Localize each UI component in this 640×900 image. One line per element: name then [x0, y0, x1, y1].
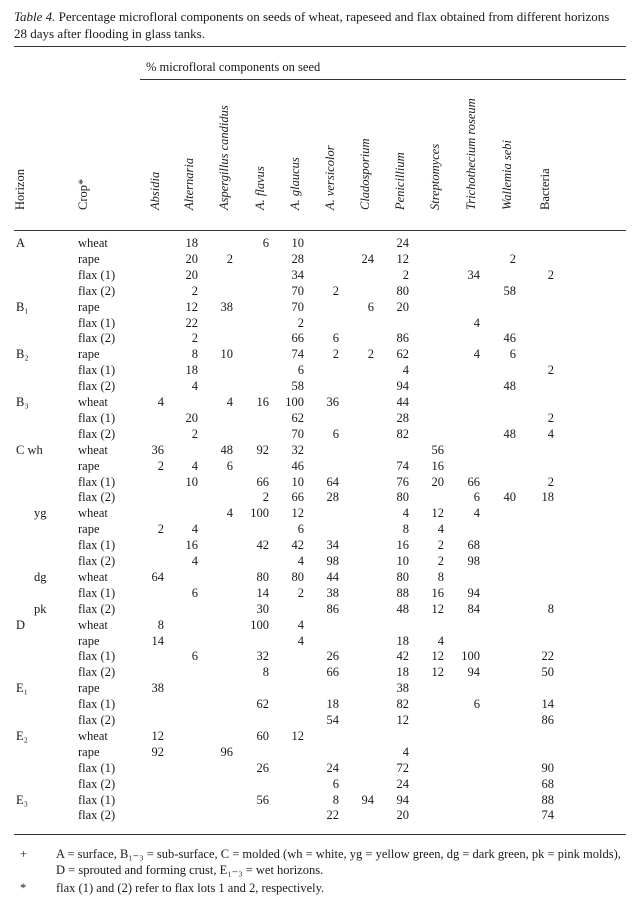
table-cell-penic: 24 [396, 776, 409, 791]
col-header-alternaria: Alternaria [182, 157, 196, 210]
row-crop: wheat [78, 569, 108, 584]
col-header-horizon: Horizon [13, 169, 27, 210]
table-cell-wall: 48 [503, 426, 516, 441]
row-crop: flax (1) [78, 792, 116, 807]
table-cell-asp: 10 [220, 347, 233, 362]
group-header-rule [140, 79, 626, 80]
table-cell-pglaucus: 70 [291, 426, 304, 441]
table-cell-penic: 44 [396, 395, 409, 409]
row-crop: rape [78, 633, 100, 648]
table-cell-wall: 48 [503, 379, 516, 394]
row-crop: rape [78, 251, 100, 266]
table-cell-clado: 24 [361, 251, 374, 266]
table-cell-bact: 8 [547, 601, 554, 616]
row-crop: flax (1) [78, 474, 116, 489]
table-cell-alternaria: 22 [185, 315, 198, 330]
row-crop: rape [78, 744, 100, 759]
table-cell-clado: 94 [361, 792, 374, 807]
table-cell-pglaucus: 6 [297, 363, 304, 378]
table-cell-penic: 88 [396, 585, 409, 600]
table-cell-penic: 8 [402, 522, 409, 537]
table-cell-pglaucus: 4 [297, 554, 304, 568]
row-crop: rape [78, 681, 100, 696]
table-cell-penic: 80 [396, 283, 409, 298]
row-crop: flax (1) [78, 363, 116, 378]
table-cell-penic: 16 [396, 538, 409, 553]
table-cell-penic: 72 [396, 760, 409, 775]
row-crop: flax (2) [78, 713, 116, 727]
table-cell-bact: 68 [541, 776, 554, 791]
table-cell-aflavus: 6 [262, 236, 269, 250]
table-cell-absidia: 36 [151, 442, 164, 457]
table-cell-tricho: 4 [473, 315, 480, 330]
col-header-absidia: Absidia [148, 171, 162, 210]
table-cell-wall: 6 [509, 347, 516, 362]
table-cell-penic: 48 [396, 601, 409, 616]
table-cell-penic: 2 [402, 267, 409, 282]
footnote-mark: + [20, 847, 28, 861]
row-crop: wheat [78, 236, 108, 250]
row-crop: flax (2) [78, 601, 116, 616]
table-cell-pglaucus: 74 [291, 347, 304, 362]
table-cell-bact: 88 [541, 792, 554, 807]
table-cell-aflavus: 80 [256, 569, 269, 584]
row-crop: wheat [78, 506, 108, 521]
table-caption-text: Percentage microfloral components on seeds of wheat, rapeseed and flax obtained from different horizons 28 days after flooding in glass tanks. [14, 9, 610, 41]
table-cell-pglaucus: 10 [291, 474, 304, 489]
table-cell-strep: 12 [431, 601, 444, 616]
col-header-bact: Bacteria [538, 168, 552, 210]
table-cell-alternaria: 4 [191, 379, 198, 394]
table-cell-alternaria: 18 [185, 363, 198, 378]
table-cell-aversi: 6 [332, 426, 339, 441]
table-cell-penic: 18 [396, 665, 409, 680]
row-crop: flax (2) [78, 283, 116, 298]
table-cell-penic: 4 [402, 506, 409, 521]
table-cell-bact: 4 [547, 426, 554, 441]
table-cell-aflavus: 100 [250, 506, 269, 521]
table-cell-bact: 2 [547, 363, 554, 378]
table-cell-aflavus: 42 [256, 538, 269, 553]
row-crop: flax (2) [78, 426, 116, 441]
table-cell-absidia: 64 [151, 569, 164, 584]
table-cell-tricho: 6 [473, 697, 480, 712]
table-cell-penic: 74 [396, 458, 409, 473]
table-cell-bact: 2 [547, 410, 554, 425]
table-cell-tricho: 4 [473, 347, 480, 362]
row-horizon: E₃ [16, 792, 28, 807]
table-cell-alternaria: 4 [191, 522, 198, 537]
table-cell-pglaucus: 2 [297, 585, 304, 600]
col-header-asp: Aspergillus candidus [217, 105, 231, 210]
row-horizon: D [16, 617, 26, 632]
col-header-aversi: A. versicolor [323, 145, 337, 210]
table-cell-wall: 58 [503, 283, 516, 298]
table-cell-aversi: 98 [326, 554, 339, 568]
table-cell-alternaria: 12 [185, 299, 198, 314]
table-cell-aversi: 18 [326, 697, 339, 712]
table-cell-bact: 86 [541, 713, 554, 727]
table-cell-pglaucus: 58 [291, 379, 304, 394]
table-cell-pglaucus: 32 [291, 442, 304, 457]
header-bottom-rule [14, 230, 626, 231]
table-cell-penic: 10 [396, 554, 409, 568]
table-cell-strep: 12 [431, 665, 444, 680]
table-cell-absidia: 4 [157, 395, 164, 409]
col-header-tricho: Trichothecium roseum [464, 98, 478, 210]
group-header: % microfloral components on seed [146, 60, 321, 74]
table-cell-penic: 4 [402, 744, 409, 759]
table-cell-penic: 62 [396, 347, 409, 362]
table-cell-bact: 18 [541, 490, 554, 505]
table-bottom-rule [14, 834, 626, 835]
table-cell-clado: 6 [367, 299, 374, 314]
table-cell-aflavus: 32 [256, 649, 269, 664]
table-cell-asp: 6 [226, 458, 233, 473]
table-caption [14, 8, 614, 42]
table-cell-tricho: 94 [467, 665, 480, 680]
table-cell-aversi: 8 [332, 792, 339, 807]
table-cell-aflavus: 62 [256, 697, 269, 712]
table-cell-penic: 94 [396, 379, 409, 394]
table-cell-asp: 4 [226, 506, 233, 521]
table-cell-pglaucus: 80 [291, 569, 304, 584]
table-cell-aflavus: 8 [262, 665, 269, 680]
table-cell-penic: 28 [396, 410, 409, 425]
table-cell-bact: 74 [541, 808, 554, 823]
table-cell-aversi: 54 [326, 713, 339, 727]
table-cell-alternaria: 20 [185, 267, 198, 282]
table-cell-clado: 2 [367, 347, 374, 362]
row-crop: flax (2) [78, 808, 116, 823]
table-cell-aversi: 2 [332, 283, 339, 298]
table-cell-aflavus: 14 [256, 585, 269, 600]
row-crop: rape [78, 299, 100, 314]
row-crop: flax (1) [78, 410, 116, 425]
table-cell-alternaria: 10 [185, 474, 198, 489]
table-cell-absidia: 92 [151, 744, 164, 759]
table-cell-alternaria: 4 [191, 458, 198, 473]
row-horizon: E₂ [16, 728, 28, 743]
table-cell-aflavus: 2 [262, 490, 269, 505]
table-cell-aversi: 36 [326, 395, 339, 409]
table-cell-penic: 24 [396, 236, 409, 250]
table-cell-wall: 40 [503, 490, 516, 505]
footnote-text: flax (1) and (2) refer to flax lots 1 and 2, respectively. [56, 881, 325, 895]
row-horizon: B₁ [16, 299, 29, 314]
row-crop: flax (1) [78, 267, 116, 282]
table-cell-absidia: 12 [151, 728, 164, 743]
col-header-penic: Penicillium [393, 152, 407, 210]
table-cell-penic: 20 [396, 299, 409, 314]
table-cell-strep: 16 [431, 458, 444, 473]
table-cell-aflavus: 26 [256, 760, 269, 775]
table-cell-penic: 4 [402, 363, 409, 378]
table-cell-alternaria: 8 [191, 347, 198, 362]
row-horizon: dg [34, 569, 47, 584]
row-crop: flax (2) [78, 776, 116, 791]
table-cell-absidia: 2 [157, 458, 164, 473]
table-cell-aversi: 44 [326, 569, 339, 584]
row-horizon: pk [34, 601, 47, 616]
table-cell-alternaria: 16 [185, 538, 198, 553]
row-horizon: yg [34, 506, 47, 521]
table-cell-penic: 38 [396, 681, 409, 696]
table-cell-strep: 20 [431, 474, 444, 489]
table-cell-aversi: 38 [326, 585, 339, 600]
table-cell-aversi: 2 [332, 347, 339, 362]
table-cell-aversi: 6 [332, 776, 339, 791]
table-cell-absidia: 14 [151, 633, 164, 648]
table-cell-penic: 86 [396, 331, 409, 346]
table-cell-pglaucus: 42 [291, 538, 304, 553]
table-cell-pglaucus: 4 [297, 633, 304, 648]
table-cell-alternaria: 18 [185, 236, 198, 250]
top-rule [14, 46, 626, 47]
table-cell-strep: 4 [437, 522, 444, 537]
col-header-aflavus: A. flavus [253, 166, 267, 210]
table-cell-aflavus: 100 [250, 617, 269, 632]
table-cell-asp: 38 [220, 299, 233, 314]
table-cell-aflavus: 66 [256, 474, 269, 489]
row-crop: rape [78, 522, 100, 537]
row-crop: rape [78, 458, 100, 473]
row-horizon: B₃ [16, 395, 29, 409]
table-cell-strep: 2 [437, 554, 444, 568]
table-cell-asp: 96 [220, 744, 233, 759]
row-horizon: B₂ [16, 347, 29, 362]
table-cell-aversi: 26 [326, 649, 339, 664]
row-crop: flax (2) [78, 554, 116, 568]
row-crop: flax (1) [78, 760, 116, 775]
table-cell-alternaria: 2 [191, 426, 198, 441]
table-cell-aflavus: 56 [256, 792, 269, 807]
table-cell-strep: 8 [437, 569, 444, 584]
table-cell-tricho: 6 [473, 490, 480, 505]
table-cell-bact: 50 [541, 665, 554, 680]
col-header-strep: Streptomyces [428, 143, 442, 210]
table-cell-absidia: 38 [151, 681, 164, 696]
table-cell-tricho: 94 [467, 585, 480, 600]
table-cell-alternaria: 4 [191, 554, 198, 568]
table-cell-asp: 48 [220, 442, 233, 457]
table-cell-aflavus: 30 [256, 601, 269, 616]
table-cell-penic: 82 [396, 697, 409, 712]
table-cell-wall: 46 [503, 331, 516, 346]
row-crop: flax (1) [78, 538, 116, 553]
row-crop: rape [78, 347, 100, 362]
col-header-wall: Wallemia sebi [500, 139, 514, 210]
table-cell-penic: 18 [396, 633, 409, 648]
table-cell-pglaucus: 6 [297, 522, 304, 537]
table-cell-pglaucus: 12 [291, 506, 304, 521]
table-cell-aversi: 28 [326, 490, 339, 505]
row-crop: flax (2) [78, 665, 116, 680]
row-crop: flax (1) [78, 649, 116, 664]
table-cell-aversi: 64 [326, 474, 339, 489]
table-cell-alternaria: 6 [191, 585, 198, 600]
table-cell-aversi: 6 [332, 331, 339, 346]
col-header-crop: Crop* [76, 178, 90, 210]
row-crop: flax (2) [78, 490, 116, 505]
table-cell-bact: 2 [547, 474, 554, 489]
table-cell-pglaucus: 100 [285, 395, 304, 409]
row-crop: flax (1) [78, 585, 116, 600]
table-cell-aversi: 34 [326, 538, 339, 553]
table-cell-strep: 12 [431, 506, 444, 521]
table-cell-penic: 12 [396, 713, 409, 727]
table-cell-alternaria: 20 [185, 251, 198, 266]
table-cell-strep: 4 [437, 633, 444, 648]
row-horizon: A [16, 236, 26, 250]
table-cell-penic: 80 [396, 490, 409, 505]
table-cell-penic: 20 [396, 808, 409, 823]
table-cell-aflavus: 92 [256, 442, 269, 457]
table-cell-strep: 16 [431, 585, 444, 600]
table-cell-bact: 14 [541, 697, 554, 712]
table-cell-asp: 2 [226, 251, 233, 266]
table-cell-tricho: 68 [467, 538, 480, 553]
table-cell-pglaucus: 62 [291, 410, 304, 425]
table-cell-alternaria: 2 [191, 283, 198, 298]
table-cell-wall: 2 [509, 251, 516, 266]
table-cell-pglaucus: 70 [291, 283, 304, 298]
table-cell-pglaucus: 46 [291, 458, 304, 473]
row-crop: wheat [78, 442, 108, 457]
table-cell-bact: 90 [541, 760, 554, 775]
table-cell-asp: 4 [226, 395, 233, 409]
row-crop: wheat [78, 617, 108, 632]
table-cell-pglaucus: 10 [291, 236, 304, 250]
table-cell-aflavus: 16 [256, 395, 269, 409]
row-crop: flax (2) [78, 331, 116, 346]
table-cell-tricho: 66 [467, 474, 480, 489]
table-cell-pglaucus: 28 [291, 251, 304, 266]
table-cell-penic: 12 [396, 251, 409, 266]
table-cell-penic: 94 [396, 792, 409, 807]
table-cell-absidia: 8 [157, 617, 164, 632]
table-cell-aversi: 66 [326, 665, 339, 680]
table-cell-alternaria: 6 [191, 649, 198, 664]
row-horizon: E₁ [16, 681, 28, 696]
table-cell-pglaucus: 66 [291, 331, 304, 346]
table-cell-pglaucus: 70 [291, 299, 304, 314]
table-cell-alternaria: 20 [185, 410, 198, 425]
table-cell-pglaucus: 2 [297, 315, 304, 330]
col-header-clado: Cladosporium [358, 138, 372, 210]
table-cell-bact: 2 [547, 267, 554, 282]
table-cell-alternaria: 2 [191, 331, 198, 346]
table-cell-penic: 82 [396, 426, 409, 441]
row-horizon: C wh [16, 442, 43, 457]
table-cell-tricho: 98 [467, 554, 480, 568]
table-cell-strep: 56 [431, 442, 444, 457]
table-cell-pglaucus: 66 [291, 490, 304, 505]
table-cell-pglaucus: 12 [291, 728, 304, 743]
table-cell-penic: 80 [396, 569, 409, 584]
row-crop: flax (2) [78, 379, 116, 394]
table-cell-pglaucus: 34 [291, 267, 304, 282]
row-crop: flax (1) [78, 697, 116, 712]
col-header-pglaucus: A. glaucus [288, 157, 302, 210]
table-cell-aversi: 22 [326, 808, 339, 823]
table-cell-absidia: 2 [157, 522, 164, 537]
table-cell-tricho: 84 [467, 601, 480, 616]
table-cell-pglaucus: 4 [297, 617, 304, 632]
row-crop: flax (1) [78, 315, 116, 330]
table-label: Table 4. [14, 9, 56, 24]
table-cell-strep: 12 [431, 649, 444, 664]
table-cell-aversi: 86 [326, 601, 339, 616]
footnote-mark: * [20, 881, 27, 895]
row-crop: wheat [78, 395, 108, 409]
table-cell-aflavus: 60 [256, 728, 269, 743]
table-cell-aversi: 24 [326, 760, 339, 775]
table-cell-tricho: 34 [467, 267, 480, 282]
footnote-text: A = surface, B₁₋₃ = sub-surface, C = molded (wh = white, yg = yellow green, dg = dark green, pk = pink molds), D = sprouted and forming crust, E₁₋₃ = wet horizons. [56, 847, 621, 877]
table-cell-penic: 42 [396, 649, 409, 664]
table-cell-strep: 2 [437, 538, 444, 553]
table-cell-bact: 22 [541, 649, 554, 664]
table-cell-tricho: 100 [461, 649, 480, 664]
row-crop: wheat [78, 728, 108, 743]
table-cell-tricho: 4 [473, 506, 480, 521]
table-cell-penic: 76 [396, 474, 409, 489]
